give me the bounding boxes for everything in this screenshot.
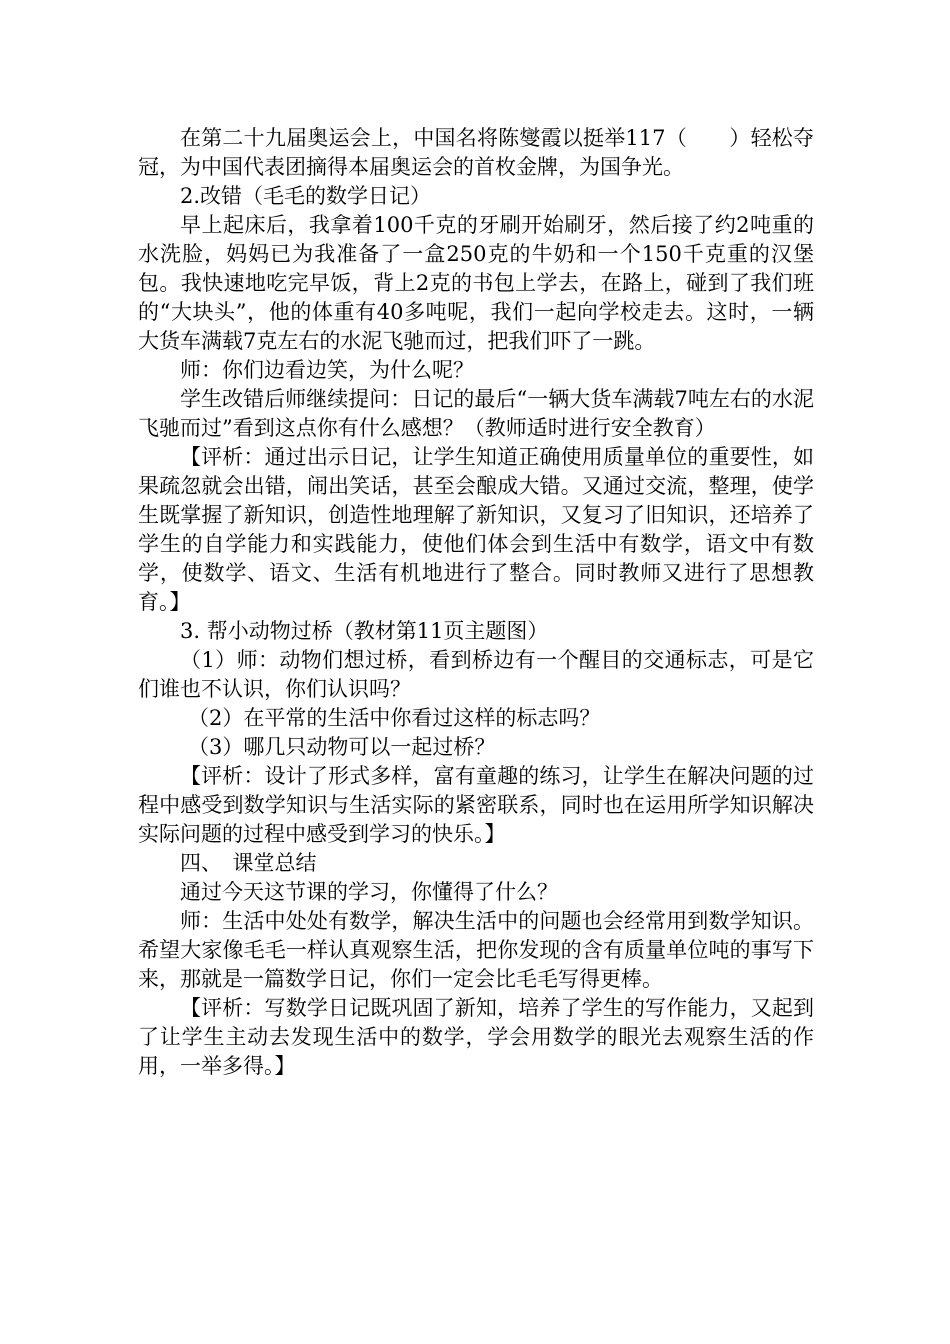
section-heading-bridge: 3. 帮小动物过桥（教材第11页主题图） bbox=[180, 619, 549, 643]
paragraph-bridge-q3: （3）哪几只动物可以一起过桥？ bbox=[188, 735, 496, 759]
section-heading-correction: 2.改错（毛毛的数学日记） bbox=[180, 184, 432, 208]
document-body bbox=[138, 124, 814, 1081]
section-heading-summary: 四、 课堂总结 bbox=[180, 851, 317, 875]
paragraph-diary: 早上起床后，我拿着100千克的牙刷开始刷牙，然后接了约2吨重的水洗脸，妈妈已为我准备了一盒250克的牛奶和一个150千克重的汉堡包。我快速地吃完早饭，背上2克的书包上学去，在路上，碰到了我们班的“大块头”，他的体重有40多吨呢，我们一起向学校走去。这时，一辆大货车满载7克左右的水泥飞驰而过，把我们吓了一跳。 bbox=[138, 213, 814, 353]
paragraph-olympics: 在第二十九届奥运会上，中国名将陈燮霞以挺举117（ ）轻松夺冠，为中国代表团摘得本届奥运会的首枚金牌，为国争光。 bbox=[138, 126, 814, 179]
paragraph-teacher-summary: 师：生活中处处有数学，解决生活中的问题也会经常用到数学知识。希望大家像毛毛一样认真观察生活，把你发现的含有质量单位吨的事写下来，那就是一篇数学日记，你们一定会比毛毛写得更棒。 bbox=[138, 909, 814, 991]
paragraph-teacher-question: 师：你们边看边笑，为什么呢？ bbox=[180, 358, 474, 382]
paragraph-summary-question: 通过今天这节课的学习，你懂得了什么？ bbox=[180, 880, 558, 904]
commentary-diary: 【评析：通过出示日记，让学生知道正确使用质量单位的重要性，如果疏忽就会出错，闹出笑话，甚至会酿成大错。又通过交流，整理，使学生既掌握了新知识，创造性地理解了新知识，又复习了旧知识，还培养了学生的自学能力和实践能力，使他们体会到生活中有数学，语文中有数学，使数学、语文、生活有机地进行了整合。同时教师又进行了思想教育。】 bbox=[138, 445, 814, 614]
paragraph-bridge-q1: （1）师：动物们想过桥，看到桥边有一个醒目的交通标志，可是它们谁也不认识，你们认识吗？ bbox=[138, 648, 814, 701]
commentary-summary: 【评析：写数学日记既巩固了新知，培养了学生的写作能力，又起到了让学生主动去发现生活中的数学，学会用数学的眼光去观察生活的作用，一举多得。】 bbox=[138, 996, 814, 1078]
commentary-bridge: 【评析：设计了形式多样，富有童趣的练习，让学生在解决问题的过程中感受到数学知识与生活实际的紧密联系，同时也在运用所学知识解决实际问题的过程中感受到学习的快乐。】 bbox=[138, 764, 814, 846]
paragraph-bridge-q2: （2）在平常的生活中你看过这样的标志吗？ bbox=[188, 706, 601, 730]
paragraph-follow-up-question: 学生改错后师继续提问：日记的最后“一辆大货车满载7吨左右的水泥飞驰而过”看到这点你有什么感想？（教师适时进行安全教育） bbox=[138, 387, 814, 440]
